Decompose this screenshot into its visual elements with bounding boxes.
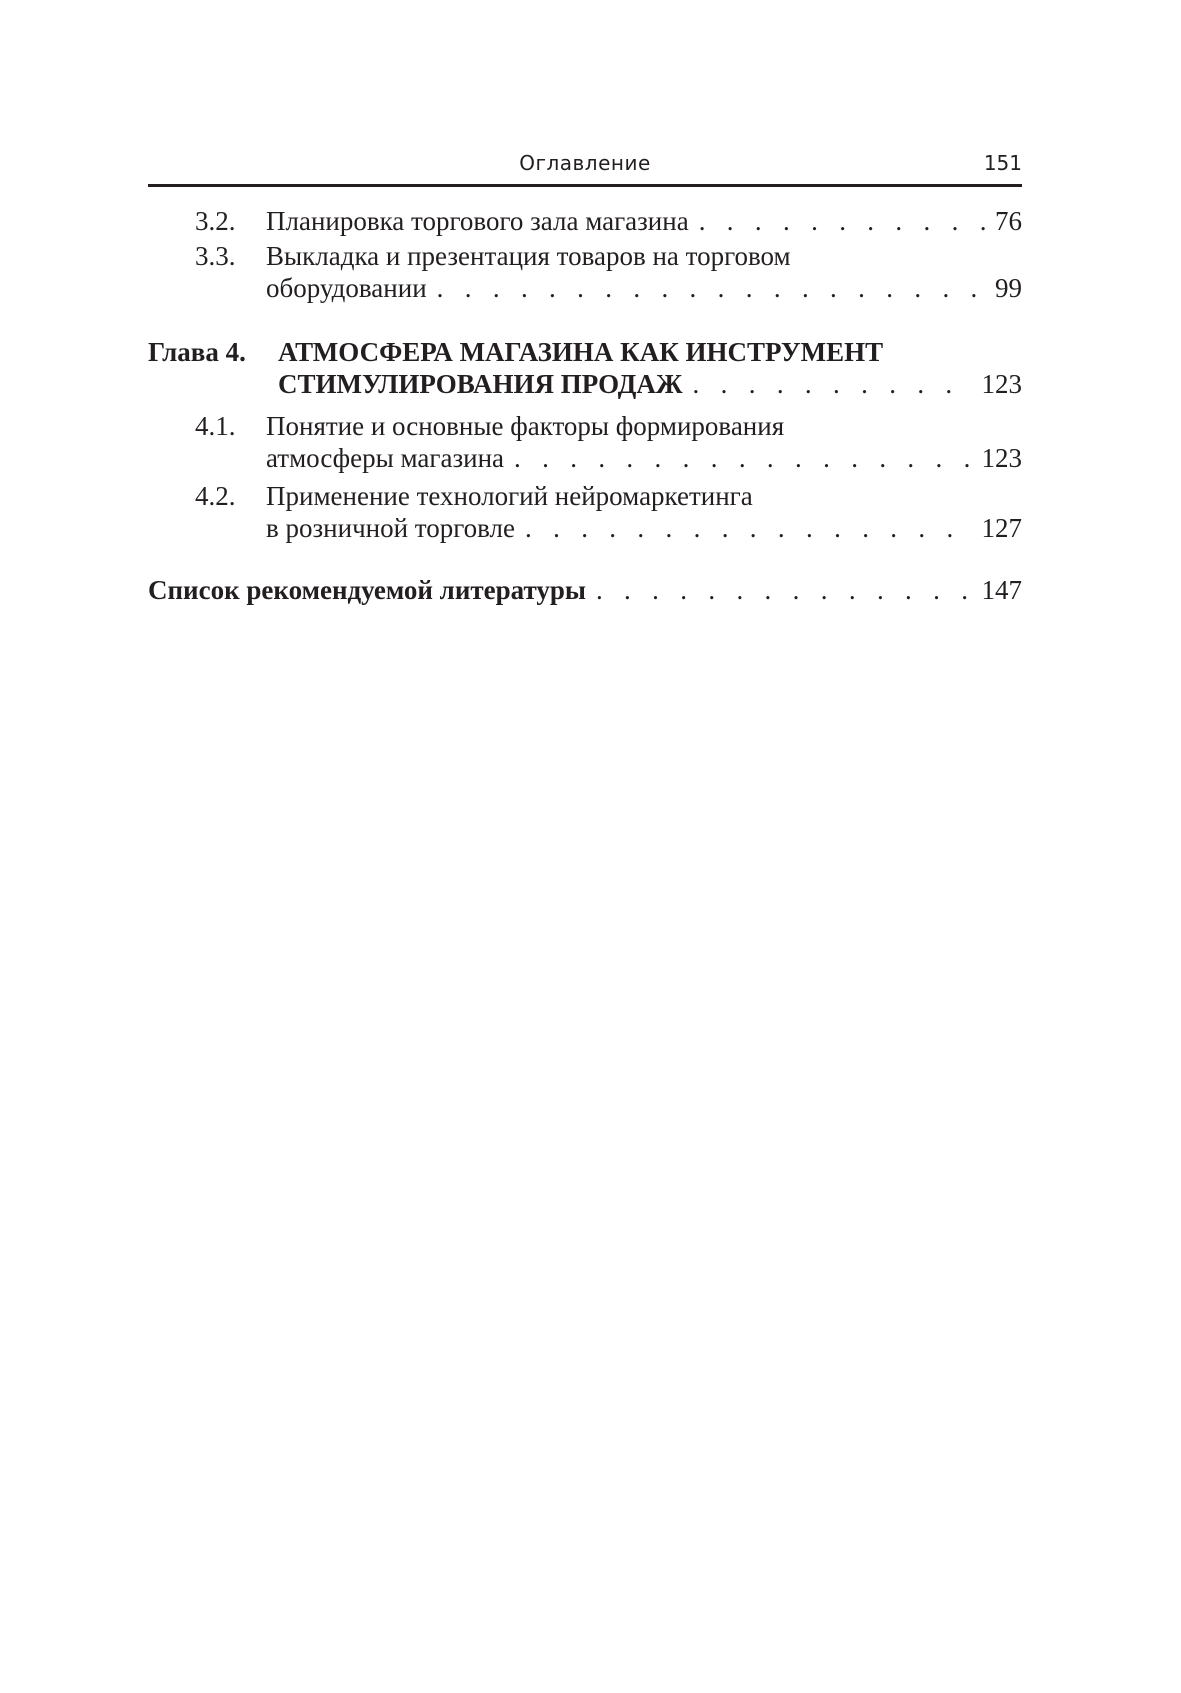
toc-entry-title-line-2: атмосферы магазина bbox=[266, 443, 505, 473]
toc-entry-4-1[interactable] bbox=[148, 410, 1022, 474]
toc-entry-page: 76 bbox=[995, 206, 1022, 236]
toc-entry-title-line-1: Выкладка и презентация товаров на торговом bbox=[266, 241, 791, 271]
chapter-title-line-2: СТИМУЛИРОВАНИЯ ПРОДАЖ bbox=[278, 369, 683, 399]
book-page bbox=[148, 138, 1022, 606]
toc-entry-title-line-2: в розничной торговле bbox=[266, 513, 515, 543]
chapter-number: Глава 4. bbox=[148, 337, 246, 367]
bibliography-page: 147 bbox=[981, 575, 1022, 605]
dot-leader bbox=[596, 574, 972, 606]
running-head bbox=[148, 138, 1022, 187]
toc-entry-number: 4.1. bbox=[195, 411, 236, 441]
toc-entry-4-2[interactable] bbox=[148, 480, 1022, 544]
toc-entry-page: 127 bbox=[981, 513, 1022, 543]
toc-entry-title-line-1: Применение технологий нейромаркетинга bbox=[266, 481, 753, 511]
dot-leader bbox=[514, 442, 971, 474]
toc-entry-page: 123 bbox=[981, 443, 1022, 473]
toc-entry-title-line-1: Понятие и основные факторы формирования bbox=[266, 411, 785, 441]
running-head-title: Оглавление bbox=[519, 151, 651, 175]
running-head-page-number: 151 bbox=[983, 151, 1022, 175]
table-of-contents bbox=[148, 205, 1022, 606]
toc-entry-number: 3.3. bbox=[195, 241, 236, 271]
dot-leader bbox=[693, 368, 972, 400]
toc-entry-number: 3.2. bbox=[195, 206, 236, 236]
bibliography-title: Список рекомендуемой литературы bbox=[148, 575, 586, 605]
toc-entry-title-line-2: оборудовании bbox=[266, 273, 427, 303]
toc-entry-3-2[interactable] bbox=[148, 205, 1022, 237]
chapter-page: 123 bbox=[981, 369, 1022, 399]
toc-entry-number: 4.2. bbox=[195, 481, 236, 511]
dot-leader bbox=[699, 205, 985, 237]
dot-leader bbox=[525, 512, 972, 544]
toc-entry-3-3[interactable] bbox=[148, 240, 1022, 304]
toc-entry-bibliography[interactable] bbox=[148, 574, 1022, 606]
chapter-title-line-1: АТМОСФЕРА МАГАЗИНА КАК ИНСТРУМЕНТ bbox=[278, 337, 884, 367]
dot-leader bbox=[437, 272, 985, 304]
toc-entry-chapter-4[interactable] bbox=[148, 336, 1022, 400]
toc-entry-page: 99 bbox=[995, 273, 1022, 303]
toc-entry-title: Планировка торгового зала магазина bbox=[266, 206, 689, 236]
